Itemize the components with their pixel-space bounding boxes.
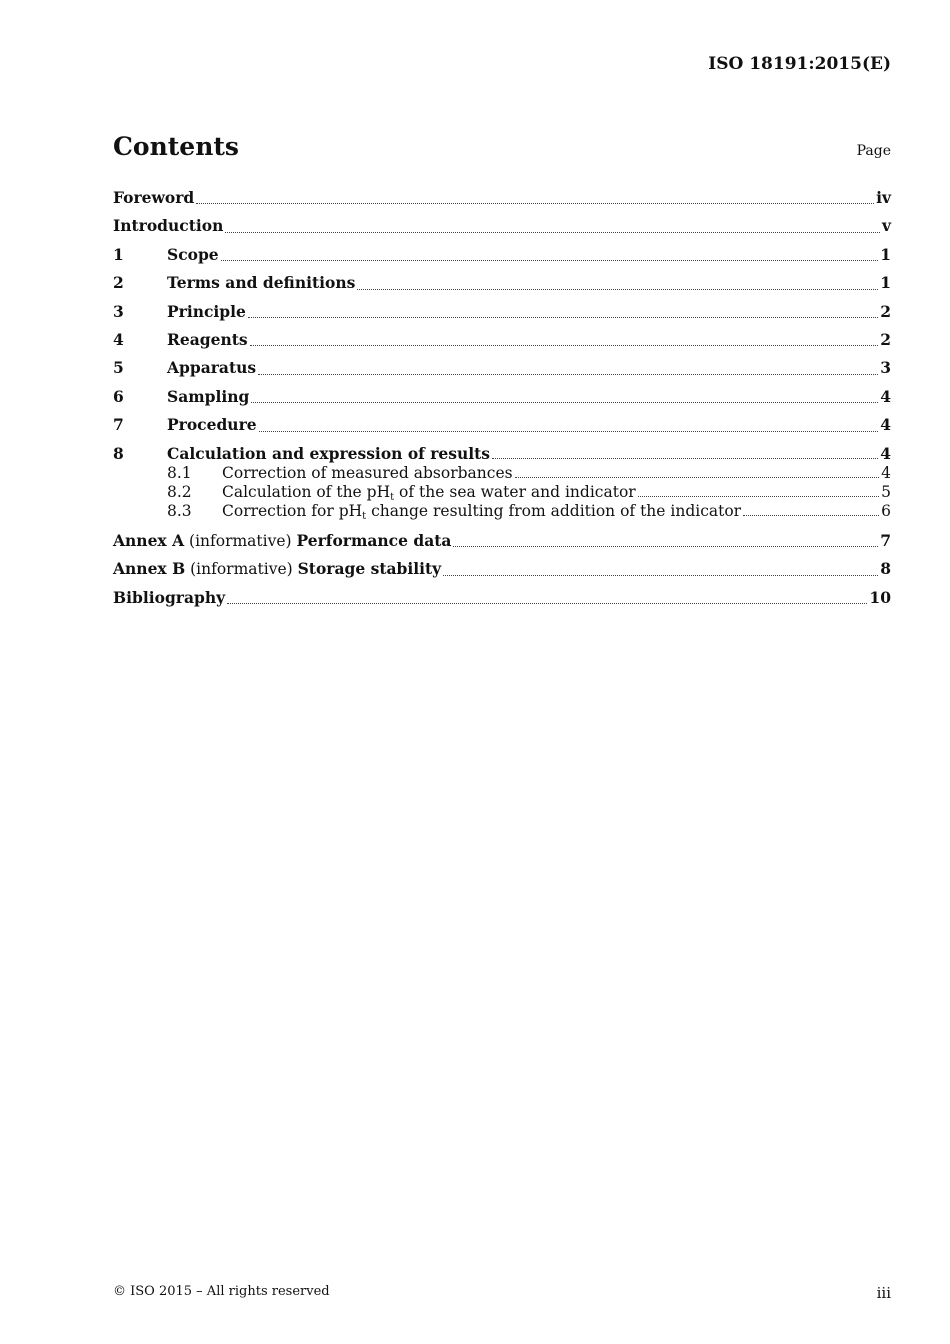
- toc-entry-number: 2: [113, 273, 124, 293]
- toc-entry-number: 8.3: [167, 501, 192, 520]
- annex-label: Annex B: [113, 559, 186, 579]
- toc-entry-title: [222, 502, 741, 521]
- toc-entry-number: 7: [113, 415, 124, 435]
- annex-type: (informative): [184, 532, 297, 551]
- toc-entry-page: 5: [881, 482, 891, 501]
- dot-leader: [743, 514, 879, 516]
- toc-entry-page: 1: [880, 273, 891, 293]
- toc-entry-annex-a[interactable]: [113, 527, 891, 555]
- toc-entry-annex-b[interactable]: [113, 555, 891, 583]
- toc-entry-section-2[interactable]: [113, 269, 891, 297]
- subscript: t: [362, 510, 367, 522]
- page-number: iii: [876, 1284, 891, 1302]
- toc-entry-title: [113, 527, 451, 555]
- contents-header: [113, 132, 891, 161]
- toc-entry-number: 3: [113, 301, 124, 321]
- toc-entry-page: iv: [876, 188, 891, 207]
- toc-subentry-8-2[interactable]: [113, 483, 891, 502]
- subscript: t: [390, 491, 395, 503]
- dot-leader: [259, 430, 879, 432]
- toc-entry-page: 10: [869, 587, 891, 607]
- document-id: ISO 18191:2015(E): [708, 54, 891, 74]
- toc-entry-page: 7: [880, 531, 891, 551]
- page-footer: [113, 1284, 891, 1302]
- dot-leader: [357, 288, 878, 290]
- toc-entry-title: Foreword: [113, 188, 195, 207]
- toc-entry-title: Calculation and expression of results: [167, 443, 491, 463]
- toc-entry-section-7[interactable]: [113, 411, 891, 439]
- toc-entry-number: 8.2: [167, 482, 192, 501]
- toc-entry-foreword[interactable]: [113, 184, 891, 212]
- title-part: of the sea water and indicator: [394, 482, 636, 501]
- toc-entry-section-3[interactable]: [113, 298, 891, 326]
- toc-entry-title: [222, 483, 636, 502]
- dot-leader: [221, 259, 879, 261]
- toc-entry-title: Scope: [167, 244, 219, 264]
- page-title: Contents: [113, 132, 240, 161]
- toc-entry-title: Apparatus: [167, 358, 257, 378]
- dot-leader: [196, 202, 874, 204]
- toc-entry-page: 3: [880, 358, 891, 378]
- toc-entry-number: 4: [113, 329, 124, 349]
- annex-label: Annex A: [113, 531, 185, 551]
- toc-entry-bibliography[interactable]: [113, 584, 891, 612]
- annex-title: Storage stability: [297, 559, 442, 579]
- toc-entry-page: 6: [881, 501, 891, 520]
- toc-entry-number: 1: [113, 244, 124, 264]
- toc-entry-title: Bibliography: [113, 587, 226, 607]
- toc-entry-page: v: [881, 216, 891, 236]
- toc-entry-number: 8: [113, 443, 124, 463]
- dot-leader: [443, 574, 878, 576]
- toc-entry-page: 8: [880, 559, 891, 579]
- toc-entry-title: Reagents: [167, 329, 248, 349]
- page-column-label: Page: [856, 143, 891, 159]
- title-part: Correction for pH: [222, 501, 363, 520]
- copyright-notice: © ISO 2015 – All rights reserved: [113, 1284, 330, 1299]
- dot-leader: [515, 476, 880, 478]
- toc-subentry-8-1[interactable]: [113, 464, 891, 483]
- toc-entry-page: 1: [880, 244, 891, 264]
- toc-entry-page: 4: [880, 386, 891, 406]
- toc-entry-title: Sampling: [167, 386, 250, 406]
- title-part: change resulting from addition of the indicator: [366, 501, 742, 520]
- toc-entry-title: Introduction: [113, 216, 224, 236]
- dot-leader: [453, 545, 878, 547]
- toc-subentry-8-3[interactable]: [113, 502, 891, 521]
- toc-entry-number: 5: [113, 358, 124, 378]
- toc-entry-number: 6: [113, 386, 124, 406]
- toc-entry-introduction[interactable]: [113, 212, 891, 240]
- annex-type: (informative): [185, 560, 298, 579]
- toc-entry-section-8[interactable]: [113, 444, 891, 464]
- toc-entry-title: Correction of measured absorbances: [222, 463, 513, 482]
- dot-leader: [638, 495, 879, 497]
- toc-entry-page: 2: [880, 329, 891, 349]
- dot-leader: [227, 602, 867, 604]
- toc-entry-section-5[interactable]: [113, 354, 891, 382]
- dot-leader: [258, 373, 878, 375]
- toc-entry-title: [113, 555, 441, 583]
- toc-entry-number: 8.1: [167, 463, 192, 482]
- toc-entry-title: Terms and definitions: [167, 273, 356, 293]
- table-of-contents: [113, 184, 891, 612]
- dot-leader: [250, 344, 879, 346]
- subsection-list: [113, 464, 891, 528]
- annex-title: Performance data: [296, 531, 452, 551]
- toc-entry-section-6[interactable]: [113, 383, 891, 411]
- dot-leader: [225, 231, 880, 233]
- toc-entry-title: Procedure: [167, 415, 257, 435]
- toc-entry-title: Principle: [167, 301, 246, 321]
- toc-entry-page: 4: [880, 415, 891, 435]
- dot-leader: [248, 316, 878, 318]
- title-part: Calculation of the pH: [222, 482, 391, 501]
- dot-leader: [251, 401, 878, 403]
- toc-entry-page: 4: [880, 443, 891, 463]
- toc-entry-section-1[interactable]: [113, 241, 891, 269]
- toc-entry-section-4[interactable]: [113, 326, 891, 354]
- toc-entry-page: 4: [881, 463, 891, 482]
- dot-leader: [492, 457, 878, 459]
- toc-entry-page: 2: [880, 301, 891, 321]
